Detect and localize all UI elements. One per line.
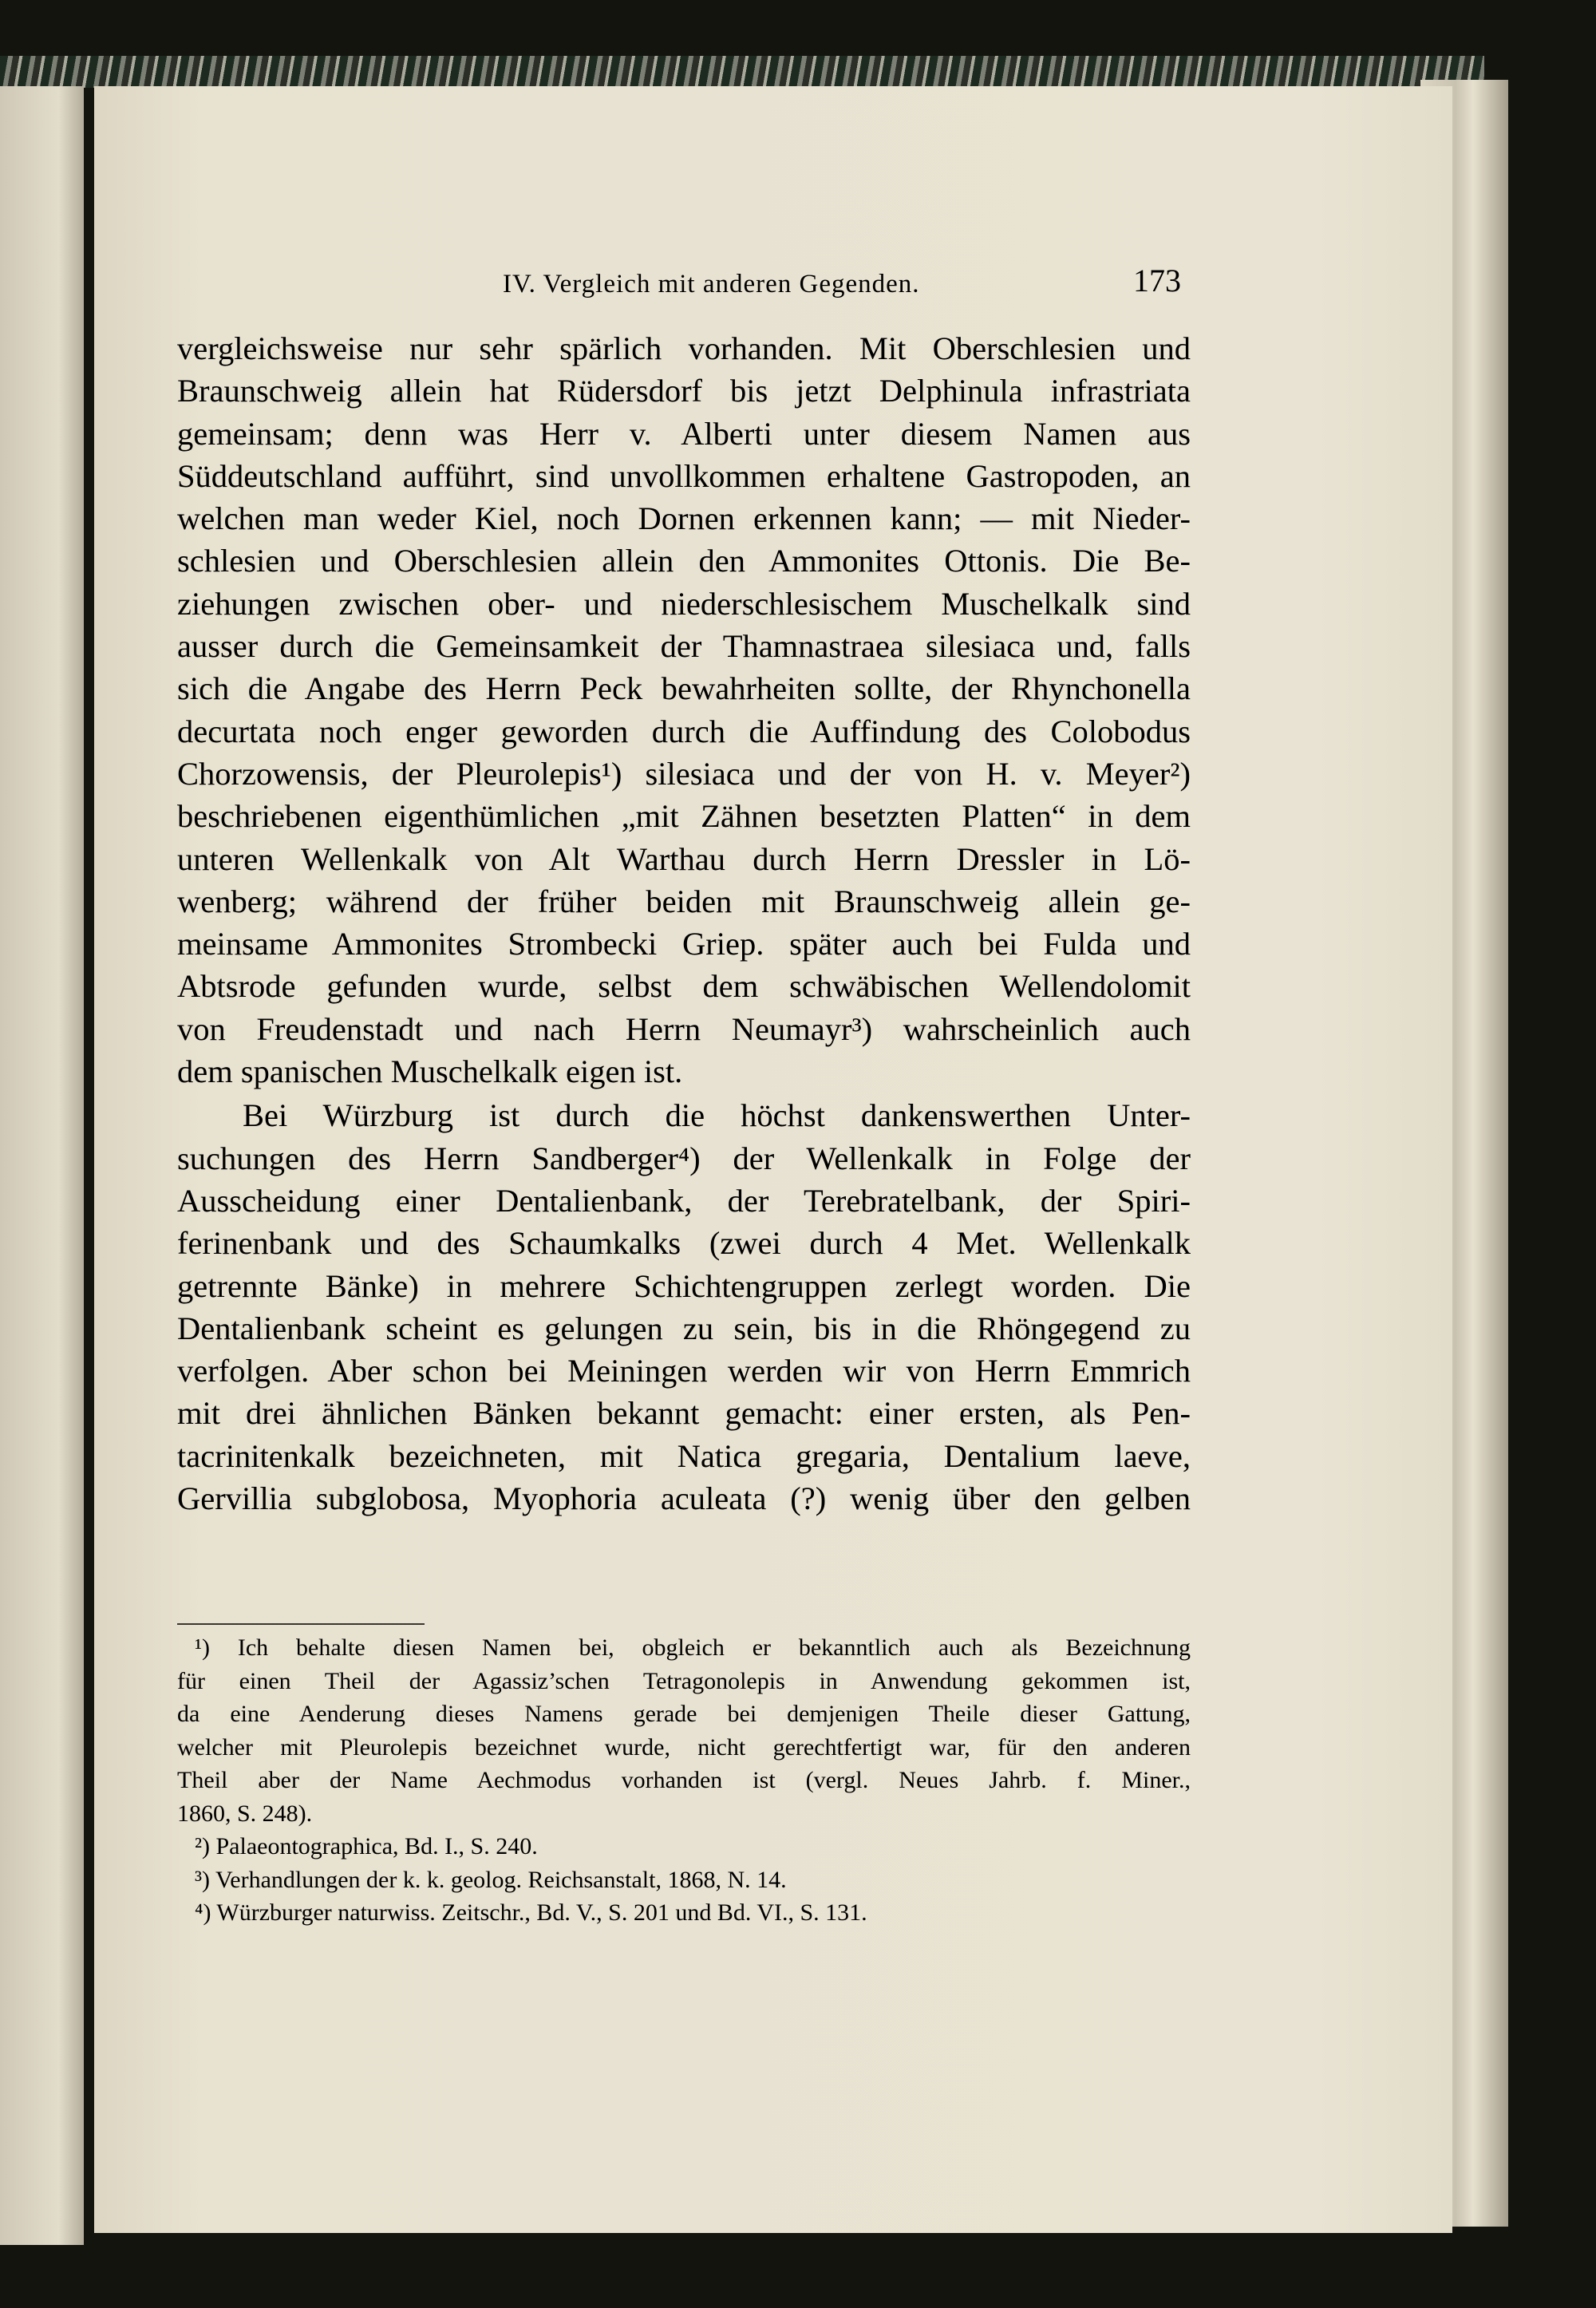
text-line: sich die Angabe des Herrn Peck bewahrheiten sollte, der Rhynchonella xyxy=(177,670,1191,707)
text-line: Gervillia subglobosa, Myophoria aculeata (?) wenig über den gelben xyxy=(177,1480,1191,1517)
facing-page-edge xyxy=(0,86,84,2245)
text-line: verfolgen. Aber schon bei Meiningen werden wir von Herrn Emmrich xyxy=(177,1353,1191,1389)
text-line: ziehungen zwischen ober- und niederschlesischem Muschelkalk sind xyxy=(177,585,1191,622)
text-line: gemeinsam; denn was Herr v. Alberti unter diesem Namen aus xyxy=(177,415,1191,452)
footnote-line: ³) Verhandlungen der k. k. geolog. Reichsanstalt, 1868, N. 14. xyxy=(195,1866,787,1893)
text-line: wenberg; während der früher beiden mit Braunschweig allein ge- xyxy=(177,883,1191,919)
footnote-rule xyxy=(177,1623,425,1625)
text-line: dem spanischen Muschelkalk eigen ist. xyxy=(177,1053,683,1090)
text-line: meinsame Ammonites Strombecki Griep. später auch bei Fulda und xyxy=(177,926,1191,962)
text-line: von Freudenstadt und nach Herrn Neumayr³) wahrscheinlich auch xyxy=(177,1010,1191,1047)
text-line: ferinenbank und des Schaumkalks (zwei durch 4 Met. Wellenkalk xyxy=(177,1225,1191,1262)
text-line: decurtata noch enger geworden durch die Auffindung des Colobodus xyxy=(177,713,1191,749)
footnote-line: da eine Aenderung dieses Namens gerade bei demjenigen Theile dieser Gattung, xyxy=(177,1701,1191,1727)
text-line: tacrinitenkalk bezeichneten, mit Natica gregaria, Dentalium laeve, xyxy=(177,1437,1191,1474)
text-line: unteren Wellenkalk von Alt Warthau durch Herrn Dressler in Lö- xyxy=(177,840,1191,877)
text-line: Braunschweig allein hat Rüdersdorf bis jetzt Delphinula infrastriata xyxy=(177,373,1191,409)
text-line: ausser durch die Gemeinsamkeit der Thamnastraea silesiaca und, falls xyxy=(177,628,1191,665)
book-spine xyxy=(0,56,1484,88)
text-line: Abtsrode gefunden wurde, selbst dem schwäbischen Wellendolomit xyxy=(177,968,1191,1005)
page-number: 173 xyxy=(1133,263,1181,298)
text-line: Süddeutschland aufführt, sind unvollkommen erhaltene Gastropoden, an xyxy=(177,457,1191,494)
text-line: schlesien und Oberschlesien allein den Ammonites Ottonis. Die Be- xyxy=(177,543,1191,579)
text-line: Dentalienbank scheint es gelungen zu sein, bis in die Rhöngegend zu xyxy=(177,1310,1191,1346)
text-line: welchen man weder Kiel, noch Dornen erkennen kann; — mit Nieder- xyxy=(177,500,1191,537)
footnote-line: ⁴) Würzburger naturwiss. Zeitschr., Bd. V., S. 201 und Bd. VI., S. 131. xyxy=(195,1899,867,1926)
footnote-line: für einen Theil der Agassiz’schen Tetragonolepis in Anwendung gekommen ist, xyxy=(177,1667,1191,1694)
text-line: suchungen des Herrn Sandberger⁴) der Wellenkalk in Folge der xyxy=(177,1140,1191,1176)
body-text xyxy=(177,327,1191,1520)
text-line: vergleichsweise nur sehr spärlich vorhanden. Mit Oberschlesien und xyxy=(177,330,1191,366)
text-line: Ausscheidung einer Dentalienbank, der Terebratelbank, der Spiri- xyxy=(177,1182,1191,1219)
footnote-line: Theil aber der Name Aechmodus vorhanden ist (vergl. Neues Jahrb. f. Miner., xyxy=(177,1767,1191,1793)
text-line: beschriebenen eigenthümlichen „mit Zähnen besetzten Platten“ in dem xyxy=(177,798,1191,835)
text-line: Bei Würzburg ist durch die höchst dankenswerthen Unter- xyxy=(243,1097,1191,1134)
footnote-line: welcher mit Pleurolepis bezeichnet wurde, nicht gerechtfertigt war, für den anderen xyxy=(177,1733,1191,1761)
footnotes xyxy=(177,1631,1191,1930)
footnote-line: ¹) Ich behalte diesen Namen bei, obgleich er bekanntlich auch als Bezeichnung xyxy=(195,1634,1191,1661)
text-line: getrennte Bänke) in mehrere Schichtengruppen zerlegt worden. Die xyxy=(177,1267,1191,1304)
text-line: Chorzowensis, der Pleurolepis¹) silesiaca und der von H. v. Meyer²) xyxy=(177,755,1191,792)
footnote-line: 1860, S. 248). xyxy=(177,1800,313,1827)
footnote-line: ²) Palaeontographica, Bd. I., S. 240. xyxy=(195,1833,538,1859)
text-line: mit drei ähnlichen Bänken bekannt gemacht: einer ersten, als Pen- xyxy=(177,1395,1191,1432)
running-head xyxy=(407,262,1181,310)
running-title: IV. Vergleich mit anderen Gegenden. xyxy=(503,270,920,298)
